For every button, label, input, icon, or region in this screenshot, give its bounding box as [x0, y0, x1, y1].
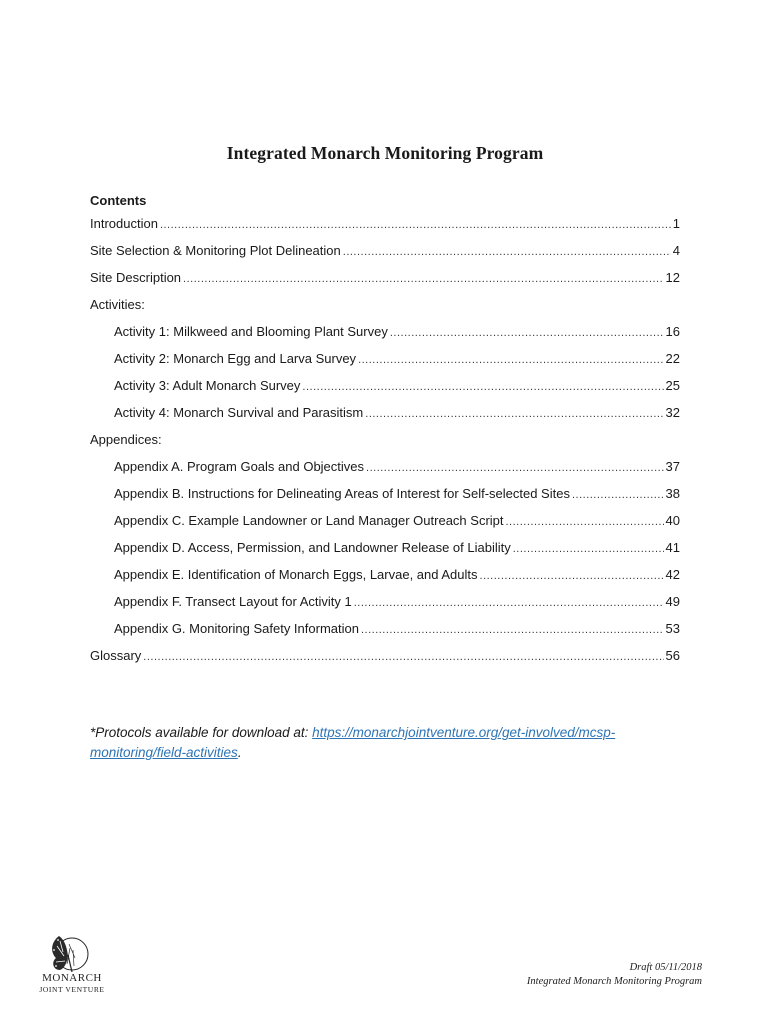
- footer-draft-date: Draft 05/11/2018: [629, 962, 702, 973]
- page-footer: [527, 961, 702, 989]
- toc-entry-appendix-c[interactable]: [90, 513, 680, 540]
- toc-entry-title: Activity 2: Monarch Egg and Larva Survey: [114, 351, 357, 366]
- protocols-download-link[interactable]: https://monarchjointventure.org/get-involved/mcsp-monitoring/field-activities: [90, 725, 616, 760]
- toc-entry-title: Site Selection & Monitoring Plot Delineation: [90, 243, 341, 258]
- toc-entry-title: Appendix F. Transect Layout for Activity 1: [114, 594, 352, 609]
- toc-leader-dots: [302, 381, 663, 393]
- toc-page-number: 42: [665, 567, 680, 582]
- toc-leader-dots: [365, 408, 663, 420]
- toc-page-number: 40: [665, 513, 680, 528]
- toc-entry-title: Appendix D. Access, Permission, and Landowner Release of Liability: [114, 540, 511, 555]
- toc-page-number: 37: [665, 459, 680, 474]
- toc-leader-dots: [183, 273, 663, 285]
- toc-entry-title: Site Description: [90, 270, 182, 285]
- toc-leader-dots: [354, 597, 664, 609]
- toc-leader-dots: [480, 570, 664, 582]
- table-of-contents: [90, 216, 680, 675]
- toc-page-number: 4: [672, 243, 680, 258]
- toc-entry-appendix-e[interactable]: [90, 567, 680, 594]
- toc-entry-introduction[interactable]: [90, 216, 680, 243]
- toc-page-number: 25: [665, 378, 680, 393]
- toc-page-number: 32: [665, 405, 680, 420]
- toc-page-number: 16: [665, 324, 680, 339]
- toc-entry-title: Introduction: [90, 216, 158, 231]
- toc-leader-dots: [390, 327, 664, 339]
- document-title: Integrated Monarch Monitoring Program: [226, 143, 544, 163]
- toc-entry-title: Appendix G. Monitoring Safety Information: [114, 621, 359, 636]
- toc-entry-title: Appendix E. Identification of Monarch Eggs, Larvae, and Adults: [114, 567, 478, 582]
- protocols-prefix: *Protocols available for download at:: [90, 725, 313, 740]
- toc-entry-site-selection[interactable]: [90, 243, 680, 270]
- logo-wordmark-monarch: MONARCH: [42, 972, 102, 984]
- toc-leader-dots: [506, 516, 664, 528]
- toc-entry-title: Appendix A. Program Goals and Objectives: [114, 459, 365, 474]
- toc-page-number: 49: [665, 594, 680, 609]
- toc-page-number: 38: [665, 486, 680, 501]
- toc-page-number: 41: [665, 540, 680, 555]
- footer-program-name: Integrated Monarch Monitoring Program: [526, 976, 702, 987]
- toc-leader-dots: [361, 624, 664, 636]
- toc-entry-title: Appendix C. Example Landowner or Land Manager Outreach Script: [114, 513, 504, 528]
- toc-entry-title: Appendix B. Instructions for Delineating Areas of Interest for Self-selected Sites: [114, 486, 570, 501]
- toc-page-number: 22: [665, 351, 680, 366]
- toc-entry-title: Glossary: [90, 648, 142, 663]
- toc-section-appendices: Appendices:: [90, 432, 162, 447]
- toc-entry-appendix-g[interactable]: [90, 621, 680, 648]
- toc-entry-title: Activity 4: Monarch Survival and Parasitism: [114, 405, 364, 420]
- toc-entry-appendix-f[interactable]: [90, 594, 680, 621]
- toc-leader-dots: [343, 246, 671, 258]
- protocols-note: [90, 723, 660, 763]
- toc-page-number: 12: [665, 270, 680, 285]
- toc-leader-dots: [513, 543, 664, 555]
- toc-entry-title: Activity 3: Adult Monarch Survey: [114, 378, 301, 393]
- protocols-suffix: .: [237, 745, 242, 760]
- toc-page-number: 53: [665, 621, 680, 636]
- toc-page-number: 1: [672, 216, 680, 231]
- toc-entry-activity-4[interactable]: [90, 405, 680, 432]
- toc-entry-title: Activity 1: Milkweed and Blooming Plant Survey: [114, 324, 388, 339]
- toc-entry-site-description[interactable]: [90, 270, 680, 297]
- toc-leader-dots: [358, 354, 663, 366]
- contents-heading: Contents: [90, 193, 147, 208]
- logo-wordmark-joint-venture: JOINT VENTURE: [39, 985, 105, 994]
- toc-entry-appendix-b[interactable]: [90, 486, 680, 513]
- toc-entry-activity-3[interactable]: [90, 378, 680, 405]
- toc-entry-activity-1[interactable]: [90, 324, 680, 351]
- toc-page-number: 56: [665, 648, 680, 663]
- toc-entry-appendix-a[interactable]: [90, 459, 680, 486]
- toc-section-activities: Activities:: [90, 297, 145, 312]
- toc-leader-dots: [572, 489, 664, 501]
- toc-leader-dots: [160, 219, 671, 231]
- toc-entry-glossary[interactable]: [90, 648, 680, 675]
- toc-entry-appendix-d[interactable]: [90, 540, 680, 567]
- toc-entry-activity-2[interactable]: [90, 351, 680, 378]
- toc-leader-dots: [143, 651, 663, 663]
- toc-leader-dots: [366, 462, 664, 474]
